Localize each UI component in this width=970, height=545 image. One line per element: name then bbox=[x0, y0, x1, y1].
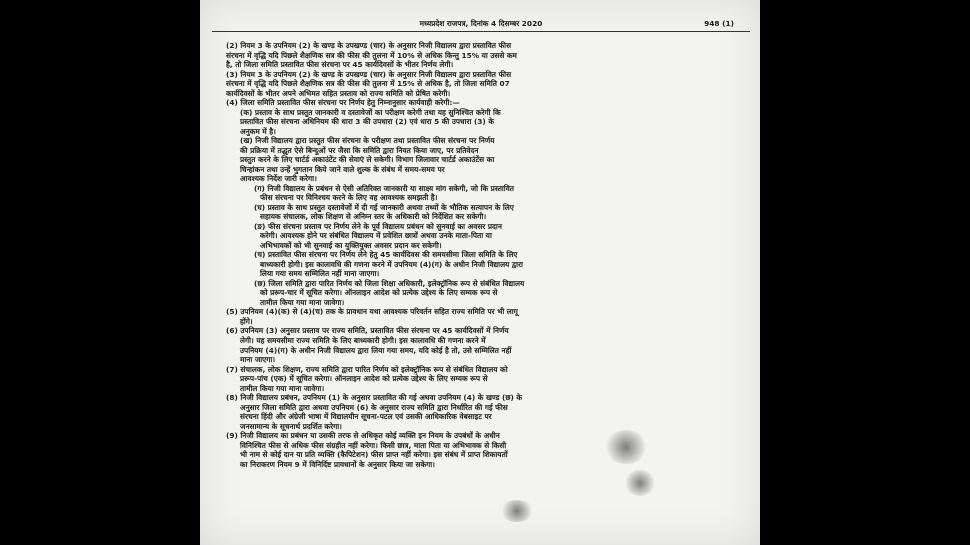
text-line: आवश्यक निर्देश जारी करेगा। bbox=[240, 174, 317, 184]
text-line: बाध्यकारी होगी। इस कालावधि की गणना करने में उपनियम (4)(ग) के अधीन निजी विद्यालय द्वारा bbox=[260, 259, 523, 269]
text-line: (7) संचालक, लोक शिक्षण, राज्य समिति द्वारा पारित निर्णय को इलेक्ट्रॉनिक रूप से संबंधित विद्यालय को bbox=[226, 364, 508, 374]
scan-smudge bbox=[625, 470, 655, 496]
text-line: होंगे। bbox=[240, 316, 253, 326]
text-line: संरचना में वृद्धि यदि पिछले शैक्षणिक सत्र की फीस की तुलना में 15% से अधिक है, तो जिला समिति 07 bbox=[226, 79, 510, 89]
text-line: (8) निजी विद्यालय प्रबंधन, उपनियम (1) के अनुसार प्रस्तावित की गई अथवा उपनियम (4) के खण्ड (छ) के bbox=[226, 393, 523, 403]
text-line: का निराकरण नियम 9 में विनिर्दिष्ट प्रावधानों के अनुसार किया जा सकेगा। bbox=[240, 459, 435, 469]
text-line: प्रस्तावित फीस संरचना अधिनियम की धारा 3 की उपधारा (2) एवं धारा 5 की उपधारा (3) के bbox=[240, 117, 494, 127]
page-number: 948 (1) bbox=[704, 19, 734, 28]
text-line: कार्यदिवसों के भीतर अपने अभिमत सहित प्रस्ताव को राज्य समिति को प्रेषित करेगी। bbox=[226, 88, 451, 98]
text-line: अनुसार जिला समिति द्वारा अथवा उपनियम (6) के अनुसार राज्य समिति द्वारा निर्धारित की गई फीस bbox=[240, 402, 508, 412]
text-line: की प्रक्रिया में तद्धुत ऐसे बिन्दुओं पर जैसा कि समिति द्वारा नियत किया जाए, पर प्रतिवेदन bbox=[240, 145, 479, 155]
text-line: संरचना हिंदी और अंग्रेजी भाषा में विद्यालयीन सूचना-पटल एवं उसकी आधिकारिक वेबसाइट पर bbox=[240, 412, 492, 422]
text-line: प्ररूप-पांच (एक) में सूचित करेगा। ऑनलाइन आदेश को प्रत्येक उद्देश्य के लिए सम्यक रूप से bbox=[240, 374, 488, 384]
scan-smudge bbox=[605, 430, 647, 464]
text-line: जनसामान्य के सूचनार्थ प्रदर्शित करेगा। bbox=[240, 421, 342, 431]
text-line: भी नाम से कोई दान या प्रति व्यक्ति (कैपिटेशन) फीस प्राप्त नहीं करेगा। इस संबंध में प्राप्त शिकायतों bbox=[240, 450, 508, 460]
text-line: (ङ) फीस संरचना प्रस्ताव पर निर्णय लेने के पूर्व विद्यालय प्रबंधन को सुनवाई का अवसर प्रदान bbox=[254, 221, 502, 231]
gazette-title: मध्यप्रदेश राजपत्र, दिनांक 4 दिसम्बर 2020 bbox=[419, 19, 543, 28]
text-line: फीस संरचना पर विनिश्चय करने के लिए वह आवश्यक समझती है। bbox=[260, 193, 438, 203]
text-line: (ग) निजी विद्यालय के प्रबंधन से ऐसी अतिरिक्त जानकारी या साक्ष्य मांग सकेगी, जो कि प्रस्तावित bbox=[254, 183, 514, 193]
text-line: उपनियम (4)(ग) के अधीन निजी विद्यालय द्वारा लिया गया समय, यदि कोई है तो, उसे सम्मिलित नहीं bbox=[240, 345, 512, 355]
text-line: (9) निजी विद्यालय का प्रबंधन या उसकी तरफ से अधिकृत कोई व्यक्ति इन नियम के उपबंधों के अधीन bbox=[226, 431, 500, 441]
text-line: (4) जिला समिति प्रस्तावित फीस संरचना पर निर्णय हेतु निम्नानुसार कार्यवाही करेगी:— bbox=[226, 98, 460, 108]
text-line: (घ) प्रस्ताव के साथ प्रस्तुत दस्तावेजों में दी गई जानकारी अथवा तथ्यों के भौतिक सत्यापन के लिए bbox=[254, 202, 514, 212]
text-line: (2) नियम 3 के उपनियम (2) के खण्ड के उपखण्ड (चार) के अनुसार निजी विद्यालय द्वारा प्रस्तावित फीस bbox=[226, 41, 512, 50]
text-line: है, तो जिला समिति प्रस्तावित फीस संरचना पर 45 कार्यदिवसों के भीतर निर्णय लेगी। bbox=[226, 60, 454, 70]
text-line: अनुकम में है। bbox=[240, 126, 276, 136]
text-line: (5) उपनियम (4)(क) से (4)(च) तक के प्रावधान यथा आवश्यक परिवर्तन सहित राज्य समिति पर भी लागू bbox=[226, 307, 518, 317]
header-rule bbox=[212, 31, 750, 32]
text-line: तामील किया गया माना जावेगा। bbox=[240, 383, 325, 393]
text-line: माना जाएगा। bbox=[240, 355, 276, 365]
text-line: चिन्हांकन तथा उन्हें भुगतान किये जाने वाले शुल्क के संबंध में समय-समय पर bbox=[240, 164, 445, 174]
text-line: (च) प्रस्तावित फीस संरचना पर निर्णय लेने हेतु 45 कार्यदिवस की समयसीमा जिला समिति के लिए bbox=[254, 250, 518, 260]
scan-smudge bbox=[500, 500, 534, 522]
text-line: (3) नियम 3 के उपनियम (2) के खण्ड के उपखण्ड (चार) के अनुसार निजी विद्यालय द्वारा प्रस्तावित फीस bbox=[226, 69, 512, 79]
text-line: (6) उपनियम (3) अनुसार प्रस्ताव पर राज्य समिति, प्रस्तावित फीस संरचना पर 45 कार्यदिवसों में निर्णय bbox=[226, 326, 509, 336]
text-line: (ख) निजी विद्यालय द्वारा प्रस्तुत फीस संरचना के परीक्षण तथा प्रस्तावित फीस संरचना पर निर्णय bbox=[240, 136, 495, 146]
document-page bbox=[200, 0, 760, 545]
text-line: लिया गया समय सम्मिलित नहीं माना जाएगा। bbox=[260, 269, 380, 279]
text-line: करेगी। आवश्यक होने पर संबंधित विद्यालय में प्रवेशित छात्रों अथवा उनके माता-पिता या bbox=[260, 231, 492, 241]
text-line: लेगी। यह समयसीमा राज्य समिति के लिए बाध्यकारी होगी। इस कालावधि की गणना करने में bbox=[240, 335, 486, 345]
text-line: (क) प्रस्ताव के साथ प्रस्तुत जानकारी व दस्तावेजों का परीक्षण करेगी तथा यह सुनिश्चित करेगी कि bbox=[240, 107, 501, 117]
text-line: प्रस्तुत करने के लिए चार्टर्ड अकाउंटेंट की सेवाएं ले सकेगी। विभाग जिलावार चार्टर्ड अकाउंटेंस का bbox=[240, 155, 495, 165]
text-line: संरचना में वृद्धि यदि पिछले शैक्षणिक सत्र की फीस की तुलना में 10% से अधिक किन्तु 15% या उससे कम bbox=[226, 50, 517, 60]
document-body bbox=[226, 41, 720, 469]
text-line: तामील किया गया माना जावेगा। bbox=[260, 297, 345, 307]
text-line: विनिश्चित फीस से अधिक फीस संग्रहीत नहीं करेगा। किसी छात्र, माता पिता या अभिभावक से किसी bbox=[240, 440, 507, 450]
text-line: (छ) जिला समिति द्वारा पारित निर्णय को जिला शिक्षा अधिकारी, इलेक्ट्रॉनिक रूप से संबंधित विद्यालय bbox=[254, 278, 525, 288]
text-line: को प्ररूप-चार में सूचित करेगा। ऑनलाइन आदेश को प्रत्येक उद्देश्य के लिए सम्यक रूप से bbox=[260, 288, 498, 298]
page-header bbox=[212, 19, 750, 31]
text-line: सहायक संचालक, लोक शिक्षण से अनिम्न स्तर के अधिकारी को निर्देशित कर सकेगी। bbox=[260, 212, 487, 222]
text-line: अभिभावकों को भी सुनवाई का युक्तियुक्त अवसर प्रदान कर सकेगी। bbox=[260, 240, 442, 250]
